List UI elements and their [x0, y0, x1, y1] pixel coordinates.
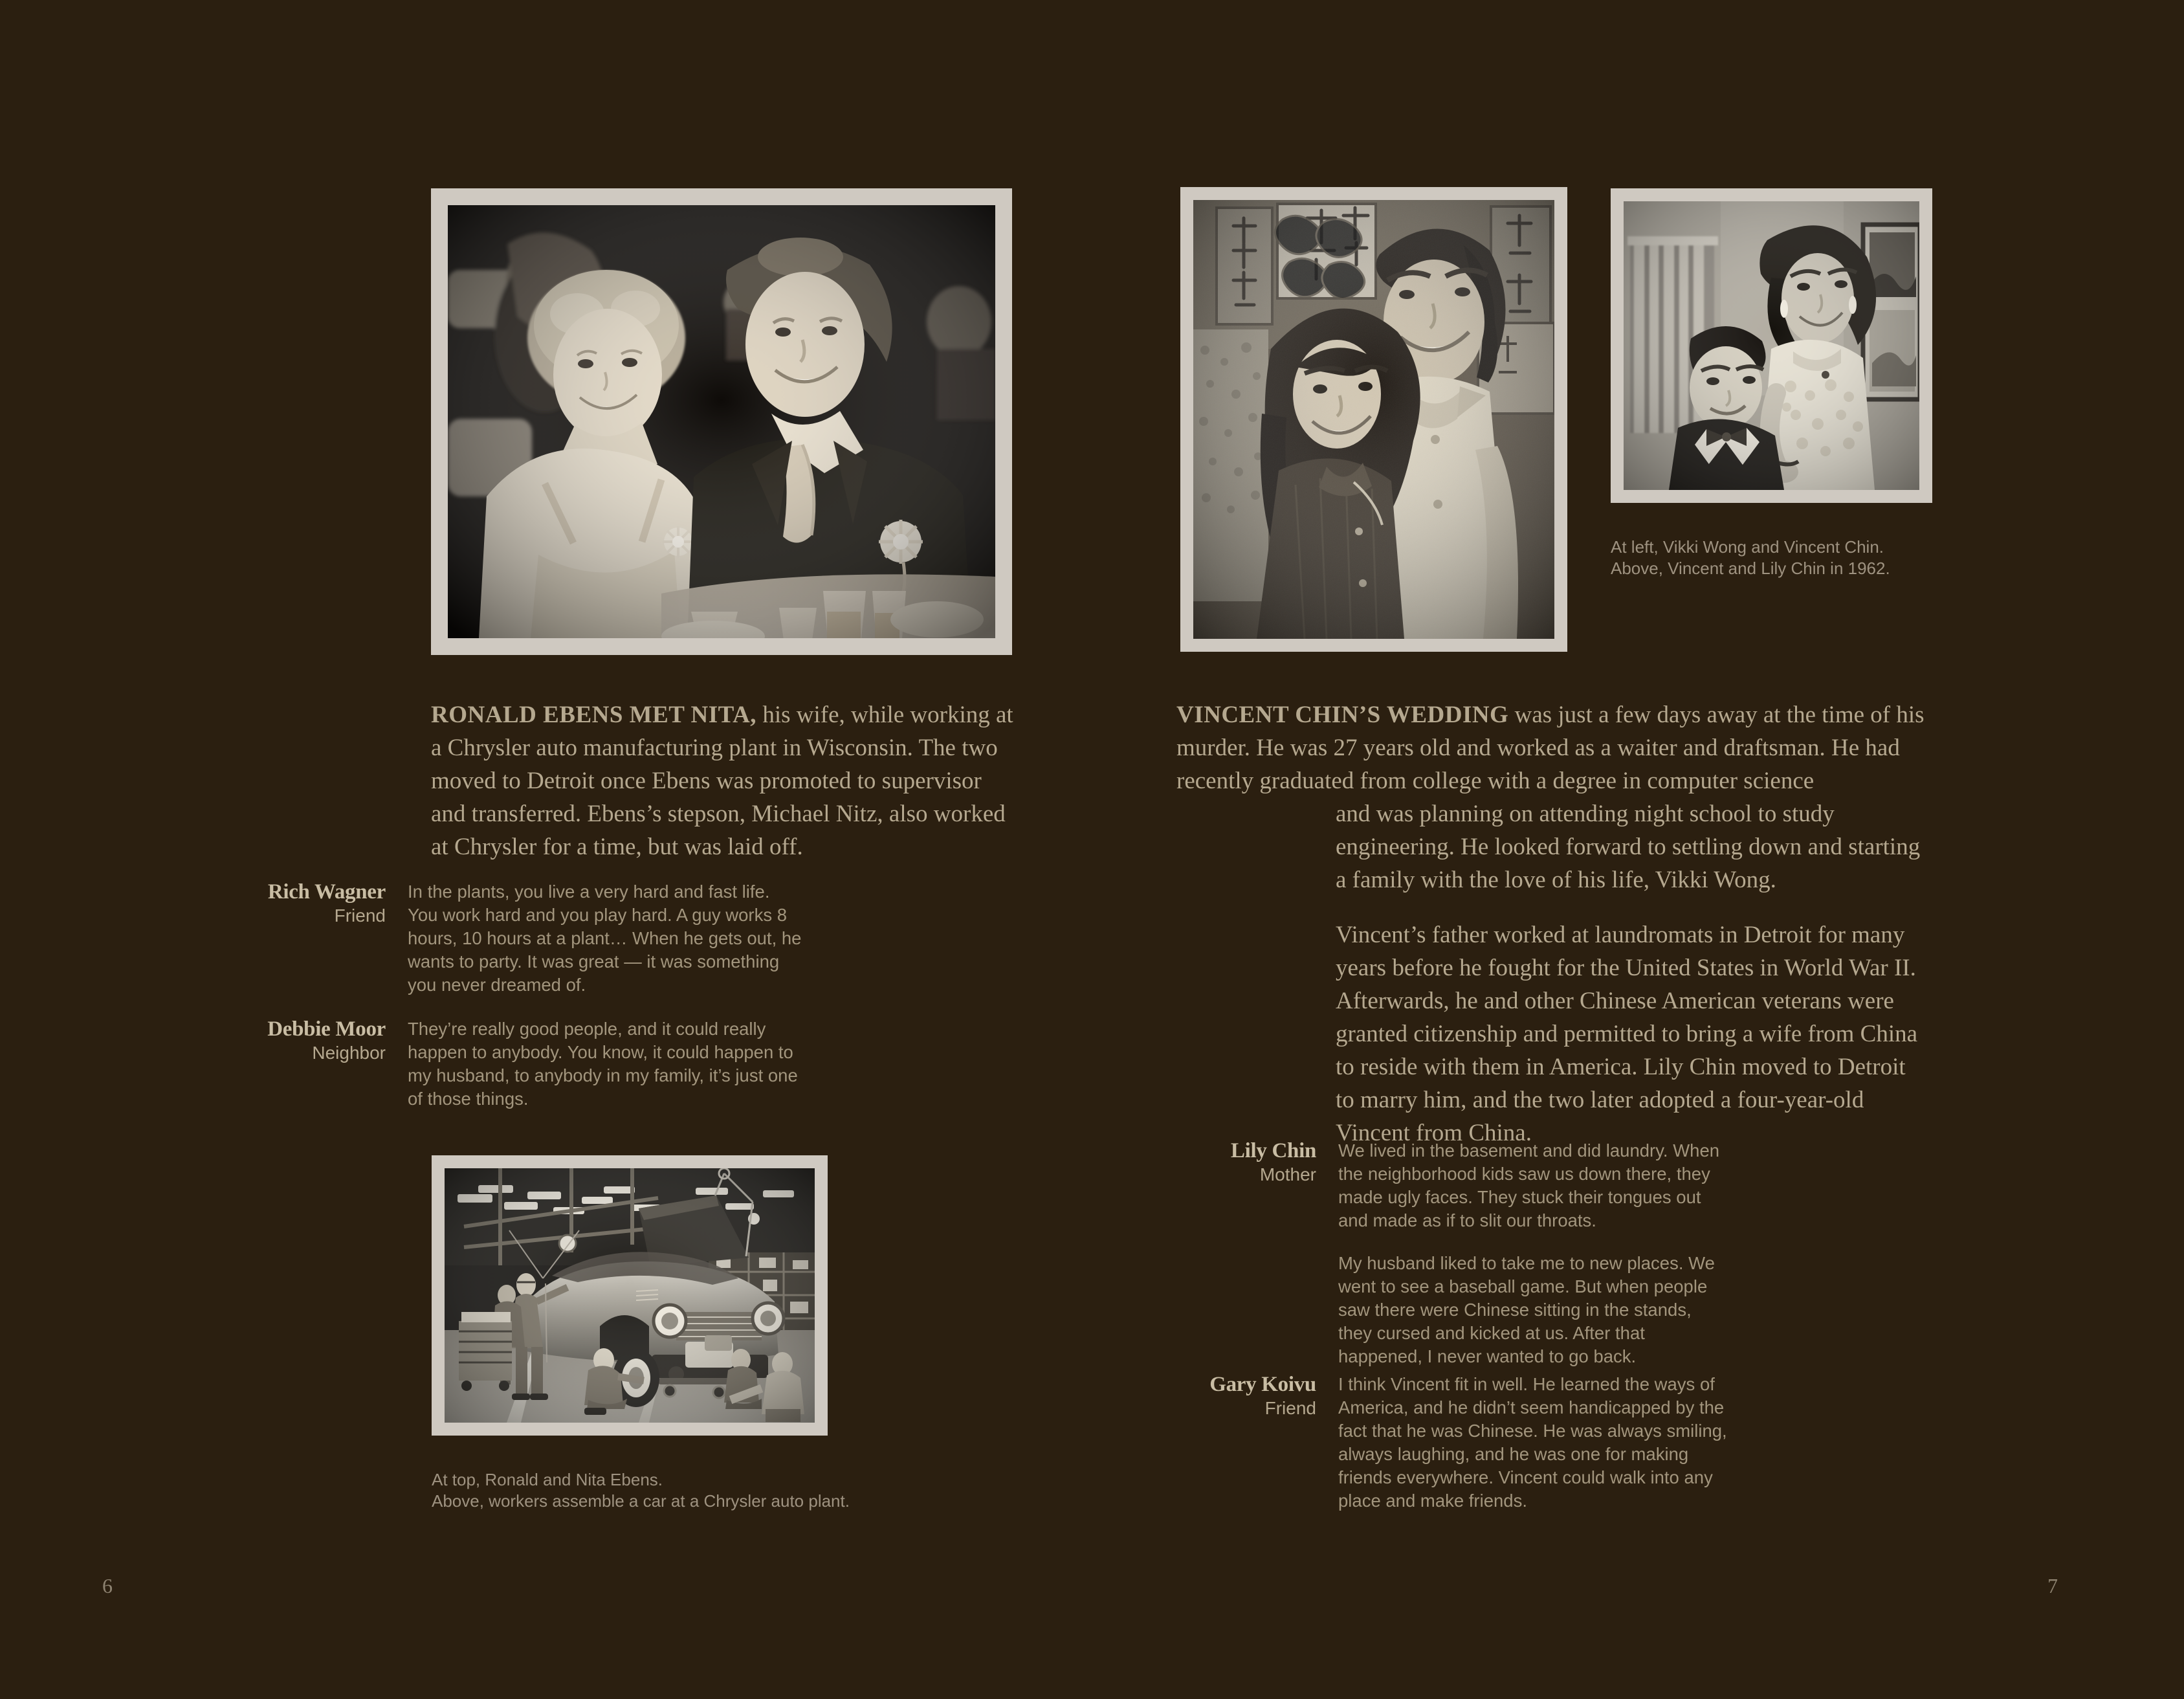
quote-paragraph: I think Vincent fit in well. He learned the ways of America, and he didn’t seem handicapped by the fact that he was Chinese. He was always smiling, always laughing, and he was one for making friends everywhere. Vincent could walk into any place and make friends.	[1338, 1374, 1727, 1511]
caption-line-2: Above, workers assemble a car at a Chrysler auto plant.	[432, 1491, 850, 1511]
right-body-para1-indented: and was planning on attending night school to study engineering. He looked forward to settling down and starting a family with the love of his life, Vikki Wong.	[1336, 801, 1921, 893]
speaker-role: Friend	[334, 905, 386, 926]
speaker-role: Mother	[1259, 1164, 1316, 1184]
right-photo-caption	[1611, 537, 1973, 579]
quote-paragraph: In the plants, you live a very hard and fast life. You work hard and you play hard. A guy works 8 hours, 10 hours at a plant… When he gets out, he wants to party. It was great — it was something you never dreamed of.	[408, 882, 802, 995]
quote-body	[408, 880, 804, 997]
quote-attribution	[1158, 1139, 1338, 1368]
caption-line-1: At top, Ronald and Nita Ebens.	[432, 1470, 663, 1489]
right-body-lead-in: VINCENT CHIN’S WEDDING	[1176, 702, 1509, 728]
caption-line-1: At left, Vikki Wong and Vincent Chin.	[1611, 537, 1884, 557]
page-number-left: 6	[102, 1574, 113, 1597]
left-photo-caption	[432, 1469, 923, 1512]
left-body-lead-in: RONALD EBENS MET NITA,	[431, 702, 757, 728]
speaker-role: Friend	[1264, 1398, 1316, 1418]
quote-body	[408, 1017, 810, 1111]
quote-lily-chin	[1158, 1139, 1864, 1368]
quote-paragraph: They’re really good people, and it could really happen to anybody. You know, it could happen to my husband, to anybody in my family, it’s just one of those things.	[408, 1019, 798, 1109]
vincent-and-lily-chin-1962-photo	[1611, 188, 1932, 503]
quote-paragraph: We lived in the basement and did laundry. When the neighborhood kids saw us down there, they made ugly faces. They stuck their tongues out and made as if to slit our throats.	[1338, 1140, 1720, 1230]
page-number-right: 7	[2047, 1574, 2058, 1597]
speaker-name: Lily Chin	[1230, 1139, 1316, 1162]
caption-line-2: Above, Vincent and Lily Chin in 1962.	[1611, 559, 1890, 578]
quote-body	[1338, 1373, 1732, 1513]
quote-paragraph: My husband liked to take me to new places. We went to see a baseball game. But when people saw there were Chinese sitting in the stands, they cursed and kicked at us. After that happened, I never wanted to go back.	[1338, 1253, 1715, 1366]
speaker-name: Rich Wagner	[267, 880, 386, 904]
ronald-and-nita-ebens-wedding-photo	[431, 188, 1012, 655]
quote-body	[1338, 1139, 1729, 1368]
right-body-para2: Vincent’s father worked at laundromats in Detroit for many years before he fought for the United States in World War II. Afterwards, he and other Chinese American veterans were granted citizenship and permitted to bring a wife from China to reside with them in America. Lily Chin moved to Detroit to marry him, and the two later adopted a four-year-old Vincent from China.	[1336, 922, 1918, 1146]
quote-attribution	[1158, 1373, 1338, 1513]
vikki-wong-and-vincent-chin-photo	[1180, 187, 1567, 652]
left-body-text	[431, 698, 1019, 885]
quote-attribution	[220, 1017, 408, 1111]
quote-debbie-moor	[220, 1017, 822, 1111]
left-body-rest: his wife, while working at a Chrysler auto manufacturing plant in Wisconsin. The two moved to Detroit once Ebens was promoted to supervisor and transferred. Ebens’s stepson, Michael Nitz, also worked at Chrysler for a time, but was laid off.	[431, 702, 1013, 860]
chrysler-auto-plant-photo	[432, 1155, 828, 1436]
quote-attribution	[220, 880, 408, 997]
right-body-para1-full: was just a few days away at the time of his murder. He was 27 years old and worked as a waiter and draftsman. He had recently graduated from college with a degree in computer science	[1176, 702, 1925, 794]
speaker-name: Gary Koivu	[1209, 1373, 1316, 1396]
quote-rich-wagner	[220, 880, 822, 997]
speaker-role: Neighbor	[312, 1043, 386, 1063]
quote-gary-koivu	[1158, 1373, 1864, 1513]
right-body-text-indented	[1336, 797, 1927, 1172]
speaker-name: Debbie Moor	[267, 1017, 386, 1041]
right-body-text-intro	[1176, 698, 1927, 797]
